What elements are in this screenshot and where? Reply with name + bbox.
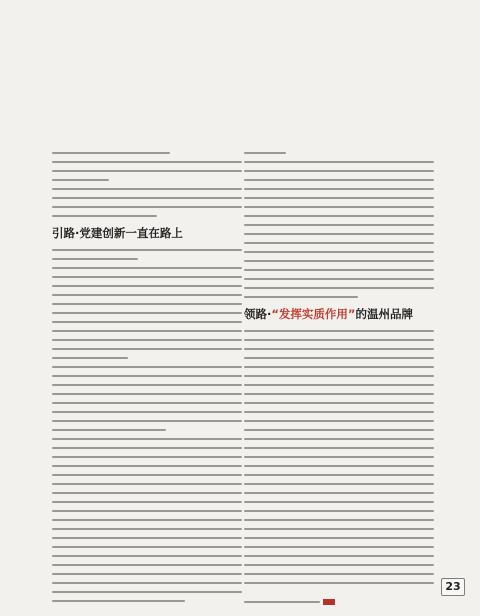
text-line bbox=[244, 179, 434, 181]
text-line bbox=[244, 339, 434, 341]
text-line bbox=[244, 170, 434, 172]
text-line bbox=[52, 161, 242, 163]
text-line bbox=[244, 555, 434, 557]
last-line-row bbox=[244, 591, 434, 593]
text-line bbox=[52, 393, 242, 395]
text-line bbox=[52, 215, 157, 217]
text-line bbox=[244, 420, 434, 422]
text-line bbox=[244, 573, 434, 575]
text-line bbox=[244, 260, 434, 262]
text-line bbox=[244, 197, 434, 199]
text-line bbox=[244, 287, 434, 289]
text-line bbox=[52, 348, 242, 350]
right-section-heading bbox=[244, 306, 434, 322]
text-line bbox=[52, 258, 138, 260]
text-line bbox=[244, 393, 434, 395]
text-line bbox=[52, 170, 242, 172]
text-line bbox=[52, 197, 242, 199]
text-line bbox=[244, 330, 434, 332]
text-line bbox=[52, 206, 242, 208]
text-line bbox=[52, 411, 242, 413]
text-line bbox=[244, 519, 434, 521]
text-line bbox=[52, 357, 128, 359]
right-heading-accent: “发挥实质作用” bbox=[271, 307, 356, 321]
text-line bbox=[244, 233, 434, 235]
text-line bbox=[244, 278, 434, 280]
text-line bbox=[52, 312, 242, 314]
text-line bbox=[244, 492, 434, 494]
text-line bbox=[244, 206, 434, 208]
left-column bbox=[52, 152, 242, 609]
right-heading-prefix: 领路· bbox=[244, 307, 272, 321]
text-line bbox=[244, 161, 434, 163]
text-line bbox=[244, 384, 434, 386]
text-line bbox=[52, 591, 242, 593]
text-line bbox=[244, 582, 434, 584]
text-line bbox=[52, 501, 242, 503]
text-line bbox=[52, 330, 242, 332]
right-heading-suffix: 的温州品牌 bbox=[355, 307, 413, 321]
text-line bbox=[52, 573, 242, 575]
text-line bbox=[52, 276, 242, 278]
text-line bbox=[52, 384, 242, 386]
text-line bbox=[244, 546, 434, 548]
text-line bbox=[52, 339, 242, 341]
text-line bbox=[244, 456, 434, 458]
right-column bbox=[244, 152, 434, 600]
text-line bbox=[244, 510, 434, 512]
text-line bbox=[244, 483, 434, 485]
text-line bbox=[52, 294, 242, 296]
text-line bbox=[52, 375, 242, 377]
text-line bbox=[52, 366, 242, 368]
text-line bbox=[244, 429, 434, 431]
text-line bbox=[244, 465, 434, 467]
text-line bbox=[244, 296, 358, 298]
text-line bbox=[52, 152, 170, 154]
text-line bbox=[244, 224, 434, 226]
text-line bbox=[52, 402, 242, 404]
end-mark-icon bbox=[323, 599, 335, 605]
text-line bbox=[52, 179, 109, 181]
text-line bbox=[52, 555, 242, 557]
text-line bbox=[244, 528, 434, 530]
text-line bbox=[244, 501, 434, 503]
text-line bbox=[52, 546, 242, 548]
text-line bbox=[52, 564, 242, 566]
text-line bbox=[52, 456, 242, 458]
text-line bbox=[244, 357, 434, 359]
text-line bbox=[52, 438, 242, 440]
text-line bbox=[52, 447, 242, 449]
text-line bbox=[244, 348, 434, 350]
page-number: 23 bbox=[441, 578, 465, 596]
text-line bbox=[52, 537, 242, 539]
text-line bbox=[244, 402, 434, 404]
text-line bbox=[52, 465, 242, 467]
text-line bbox=[244, 152, 286, 154]
text-line bbox=[52, 249, 242, 251]
text-line bbox=[52, 188, 242, 190]
text-line bbox=[52, 582, 242, 584]
text-line bbox=[244, 474, 434, 476]
text-line bbox=[52, 420, 242, 422]
text-line bbox=[52, 474, 242, 476]
text-line bbox=[244, 375, 434, 377]
text-line bbox=[52, 510, 242, 512]
text-line bbox=[244, 601, 320, 603]
text-line bbox=[52, 483, 242, 485]
text-line bbox=[52, 429, 166, 431]
text-line bbox=[244, 438, 434, 440]
text-line bbox=[244, 537, 434, 539]
text-line bbox=[52, 321, 242, 323]
text-line bbox=[244, 447, 434, 449]
left-section-heading: 引路·党建创新一直在路上 bbox=[52, 226, 183, 240]
text-line bbox=[244, 242, 434, 244]
text-line bbox=[244, 269, 434, 271]
text-line bbox=[244, 564, 434, 566]
text-line bbox=[244, 366, 434, 368]
text-line bbox=[52, 285, 242, 287]
text-line bbox=[52, 519, 242, 521]
text-line bbox=[52, 492, 242, 494]
text-line bbox=[52, 600, 185, 602]
text-line bbox=[244, 188, 434, 190]
text-line bbox=[244, 251, 434, 253]
text-line bbox=[244, 411, 434, 413]
text-line bbox=[52, 303, 242, 305]
text-line bbox=[244, 215, 434, 217]
text-line bbox=[52, 528, 242, 530]
text-line bbox=[52, 267, 242, 269]
